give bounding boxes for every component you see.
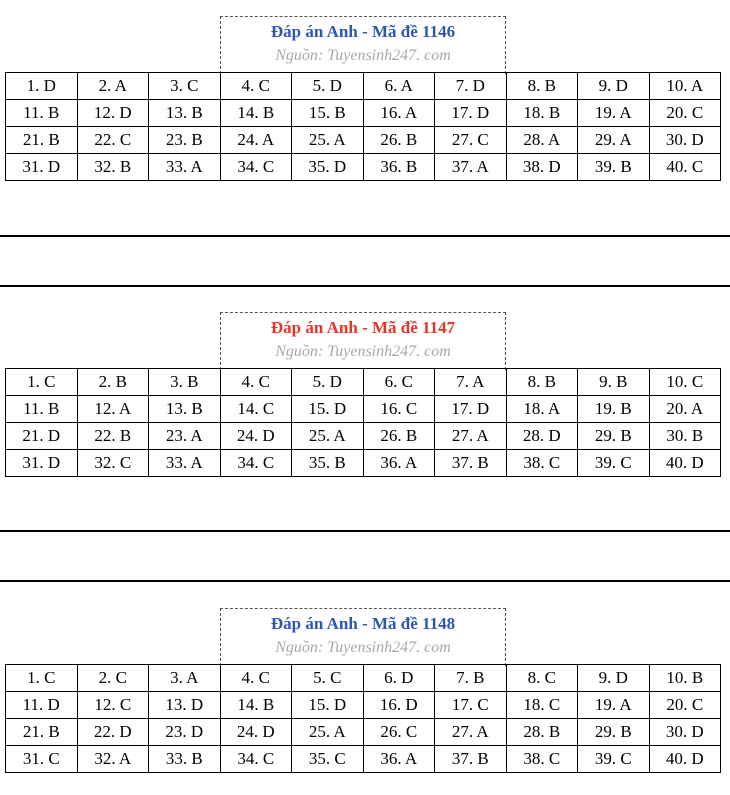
answer-cell: 1. C: [6, 369, 78, 396]
answer-cell: 38. C: [506, 450, 578, 477]
answer-cell: 4. C: [220, 73, 292, 100]
source-label-1147: Nguồn: Tuyensinh247. com: [275, 343, 451, 360]
answer-table-1146: [5, 72, 721, 181]
answer-cell: 14. B: [220, 100, 292, 127]
answer-cell: 23. A: [149, 423, 221, 450]
answer-cell: 29. B: [578, 719, 650, 746]
answer-cell: 6. C: [363, 369, 435, 396]
answer-cell: 22. B: [77, 423, 149, 450]
answer-cell: 3. B: [149, 369, 221, 396]
answer-cell: 23. B: [149, 127, 221, 154]
answer-cell: 14. C: [220, 396, 292, 423]
section-title-1146: Đáp án Anh - Mã đề 1146: [270, 22, 456, 41]
answer-cell: 6. A: [363, 73, 435, 100]
answer-cell: 12. A: [77, 396, 149, 423]
answer-cell: 19. A: [578, 100, 650, 127]
answer-cell: 7. B: [435, 665, 507, 692]
answer-cell: 33. A: [149, 154, 221, 181]
answer-cell: 20. A: [649, 396, 721, 423]
answer-cell: 27. C: [435, 127, 507, 154]
section-title-1147: Đáp án Anh - Mã đề 1147: [270, 318, 456, 337]
answer-cell: 12. C: [77, 692, 149, 719]
table-row: [6, 154, 721, 181]
answer-cell: 30. D: [649, 719, 721, 746]
answer-cell: 13. B: [149, 100, 221, 127]
answer-cell: 29. A: [578, 127, 650, 154]
answer-cell: 37. B: [435, 450, 507, 477]
section-title-1148: Đáp án Anh - Mã đề 1148: [270, 614, 456, 633]
answer-cell: 4. C: [220, 665, 292, 692]
answer-cell: 3. A: [149, 665, 221, 692]
answer-cell: 17. D: [435, 100, 507, 127]
answer-cell: 10. C: [649, 369, 721, 396]
section-header-1148: [220, 608, 506, 666]
table-row: [6, 127, 721, 154]
answer-cell: 25. A: [292, 127, 364, 154]
table-row: [6, 396, 721, 423]
answer-cell: 30. B: [649, 423, 721, 450]
answer-cell: 1. C: [6, 665, 78, 692]
answer-cell: 5. D: [292, 369, 364, 396]
answer-cell: 35. B: [292, 450, 364, 477]
answer-cell: 40. D: [649, 746, 721, 773]
answer-cell: 36. B: [363, 154, 435, 181]
answer-cell: 14. B: [220, 692, 292, 719]
answer-cell: 39. B: [578, 154, 650, 181]
answer-cell: 13. D: [149, 692, 221, 719]
answer-cell: 28. D: [506, 423, 578, 450]
table-row: [6, 73, 721, 100]
answer-cell: 8. B: [506, 369, 578, 396]
answer-cell: 4. C: [220, 369, 292, 396]
table-row: [6, 369, 721, 396]
answer-cell: 16. D: [363, 692, 435, 719]
answer-cell: 34. C: [220, 450, 292, 477]
answer-table-1147: [5, 368, 721, 477]
answer-cell: 35. D: [292, 154, 364, 181]
answer-cell: 21. D: [6, 423, 78, 450]
answer-cell: 17. C: [435, 692, 507, 719]
answer-cell: 18. B: [506, 100, 578, 127]
answer-cell: 39. C: [578, 746, 650, 773]
answer-cell: 25. A: [292, 719, 364, 746]
answer-cell: 5. C: [292, 665, 364, 692]
answer-cell: 28. B: [506, 719, 578, 746]
answer-cell: 32. C: [77, 450, 149, 477]
answer-cell: 1. D: [6, 73, 78, 100]
answer-cell: 3. C: [149, 73, 221, 100]
section-header-1146: [220, 16, 506, 74]
answer-cell: 15. D: [292, 692, 364, 719]
answer-cell: 33. B: [149, 746, 221, 773]
answer-cell: 32. A: [77, 746, 149, 773]
answer-cell: 26. B: [363, 423, 435, 450]
answer-cell: 40. D: [649, 450, 721, 477]
answer-cell: 10. B: [649, 665, 721, 692]
section-header-1147: [220, 312, 506, 370]
answer-cell: 27. A: [435, 719, 507, 746]
answer-cell: 21. B: [6, 719, 78, 746]
answer-cell: 31. C: [6, 746, 78, 773]
answer-cell: 21. B: [6, 127, 78, 154]
answer-cell: 16. C: [363, 396, 435, 423]
answer-cell: 8. C: [506, 665, 578, 692]
table-row: [6, 719, 721, 746]
separator-line: [0, 530, 730, 532]
answer-cell: 7. A: [435, 369, 507, 396]
answer-cell: 24. D: [220, 719, 292, 746]
answer-cell: 36. A: [363, 746, 435, 773]
separator-line: [0, 235, 730, 237]
answer-cell: 37. B: [435, 746, 507, 773]
answer-cell: 31. D: [6, 450, 78, 477]
separator-line: [0, 580, 730, 582]
answer-cell: 18. A: [506, 396, 578, 423]
table-row: [6, 423, 721, 450]
answer-cell: 9. D: [578, 73, 650, 100]
answer-table-1148: [5, 664, 721, 773]
answer-cell: 15. D: [292, 396, 364, 423]
answer-cell: 6. D: [363, 665, 435, 692]
answer-cell: 19. B: [578, 396, 650, 423]
answer-cell: 15. B: [292, 100, 364, 127]
table-row: [6, 450, 721, 477]
answer-cell: 34. C: [220, 154, 292, 181]
table-row: [6, 746, 721, 773]
source-label-1148: Nguồn: Tuyensinh247. com: [275, 639, 451, 656]
table-row: [6, 100, 721, 127]
answer-cell: 13. B: [149, 396, 221, 423]
answer-cell: 2. C: [77, 665, 149, 692]
answer-cell: 2. B: [77, 369, 149, 396]
table-row: [6, 692, 721, 719]
answer-cell: 26. B: [363, 127, 435, 154]
answer-cell: 24. A: [220, 127, 292, 154]
source-label-1146: Nguồn: Tuyensinh247. com: [275, 47, 451, 64]
answer-cell: 22. D: [77, 719, 149, 746]
answer-cell: 11. D: [6, 692, 78, 719]
answer-cell: 31. D: [6, 154, 78, 181]
answer-cell: 8. B: [506, 73, 578, 100]
answer-cell: 7. D: [435, 73, 507, 100]
answer-cell: 40. C: [649, 154, 721, 181]
answer-cell: 27. A: [435, 423, 507, 450]
answer-cell: 9. D: [578, 665, 650, 692]
table-row: [6, 665, 721, 692]
answer-cell: 39. C: [578, 450, 650, 477]
answer-cell: 24. D: [220, 423, 292, 450]
answer-cell: 11. B: [6, 396, 78, 423]
answer-cell: 23. D: [149, 719, 221, 746]
answer-cell: 17. D: [435, 396, 507, 423]
answer-cell: 36. A: [363, 450, 435, 477]
answer-cell: 35. C: [292, 746, 364, 773]
answer-cell: 10. A: [649, 73, 721, 100]
answer-cell: 32. B: [77, 154, 149, 181]
separator-line: [0, 285, 730, 287]
answer-cell: 9. B: [578, 369, 650, 396]
answer-cell: 37. A: [435, 154, 507, 181]
answer-cell: 29. B: [578, 423, 650, 450]
answer-cell: 20. C: [649, 100, 721, 127]
answer-cell: 28. A: [506, 127, 578, 154]
answer-cell: 19. A: [578, 692, 650, 719]
answer-cell: 18. C: [506, 692, 578, 719]
answer-cell: 22. C: [77, 127, 149, 154]
answer-cell: 26. C: [363, 719, 435, 746]
answer-cell: 2. A: [77, 73, 149, 100]
answer-cell: 20. C: [649, 692, 721, 719]
answer-cell: 33. A: [149, 450, 221, 477]
answer-cell: 16. A: [363, 100, 435, 127]
answer-cell: 5. D: [292, 73, 364, 100]
answer-cell: 30. D: [649, 127, 721, 154]
answer-cell: 34. C: [220, 746, 292, 773]
answer-cell: 38. D: [506, 154, 578, 181]
answer-cell: 12. D: [77, 100, 149, 127]
answer-cell: 25. A: [292, 423, 364, 450]
answer-cell: 38. C: [506, 746, 578, 773]
answer-cell: 11. B: [6, 100, 78, 127]
